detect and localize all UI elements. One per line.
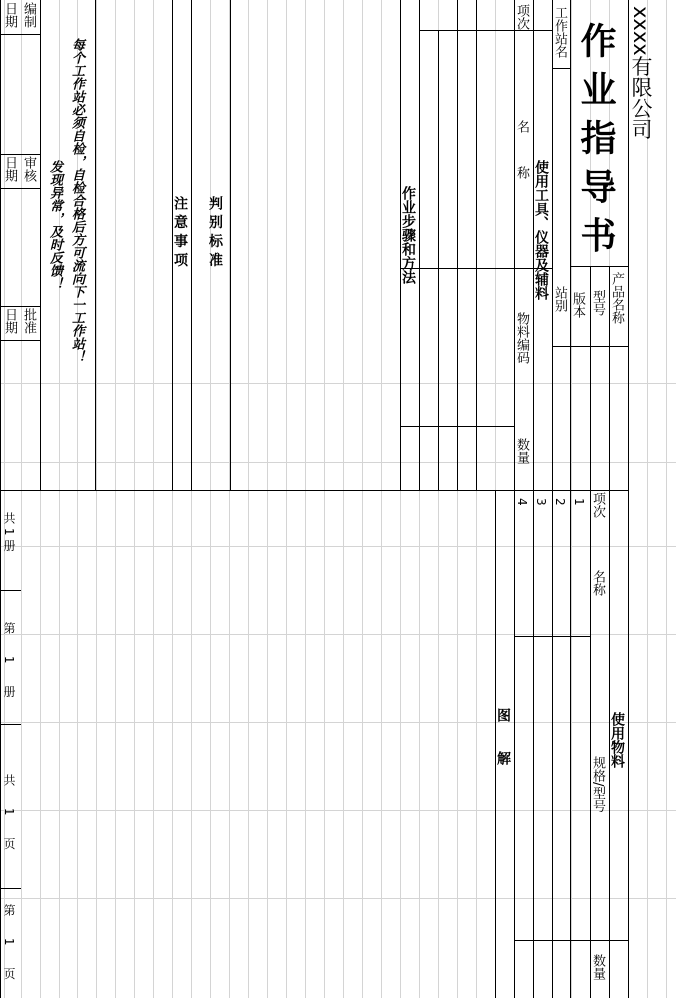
total-volumes: 共 1 册 (2, 512, 16, 552)
steps-section-title: 作业步骤和方法 (400, 186, 416, 284)
version-label: 版本 (570, 292, 585, 318)
materials-row-2: 2 (553, 498, 567, 506)
compile-label: 编制 (21, 2, 36, 28)
materials-col-index: 项次 (590, 492, 605, 518)
materials-col-qty: 数量 (590, 954, 605, 980)
self-check-notice-line1: 每个工作站必须自检，自检合格后方可流向下一工作站！ (69, 38, 84, 363)
materials-row-3: 3 (534, 498, 548, 506)
product-name-label: 产品名称 (609, 272, 624, 324)
review-label: 审核 (21, 156, 36, 182)
tools-col-qty: 数量 (514, 438, 529, 464)
tools-col-index: 项次 (514, 4, 529, 30)
compile-date-label: 日期 (2, 2, 17, 28)
materials-section-title: 使用物料 (609, 712, 625, 768)
approve-label: 批准 (21, 308, 36, 334)
model-label: 型号 (590, 290, 605, 316)
review-date-label: 日期 (2, 156, 17, 182)
criteria-section-title: 判 别 标 准 (207, 196, 223, 267)
total-pages: 共 1 页 (2, 774, 16, 859)
current-volume: 第 1 册 (2, 622, 16, 707)
company-name: xxxx有限公司 (629, 6, 653, 140)
notes-section-title: 注 意 事 项 (172, 196, 188, 267)
materials-col-spec: 规格/型号 (590, 756, 605, 813)
materials-col-name: 名称 (590, 570, 605, 596)
tools-col-code: 物料编码 (514, 312, 529, 364)
tools-col-name: 名 称 (514, 120, 529, 180)
approve-date-label: 日期 (2, 308, 17, 334)
tools-section-title: 使用工具、仪器及辅料 (533, 160, 549, 300)
station-label: 站别 (552, 286, 567, 312)
self-check-notice-line2: 发现异常，及时反馈！ (47, 160, 62, 290)
diagram-title: 图 解 (495, 708, 511, 766)
materials-row-1: 1 (572, 498, 586, 506)
station-name-label: 工作站名 (552, 6, 567, 58)
materials-row-4: 4 (515, 498, 529, 506)
current-page: 第 1 页 (2, 904, 16, 989)
document-title: 作 业 指 导 书 (575, 22, 617, 253)
